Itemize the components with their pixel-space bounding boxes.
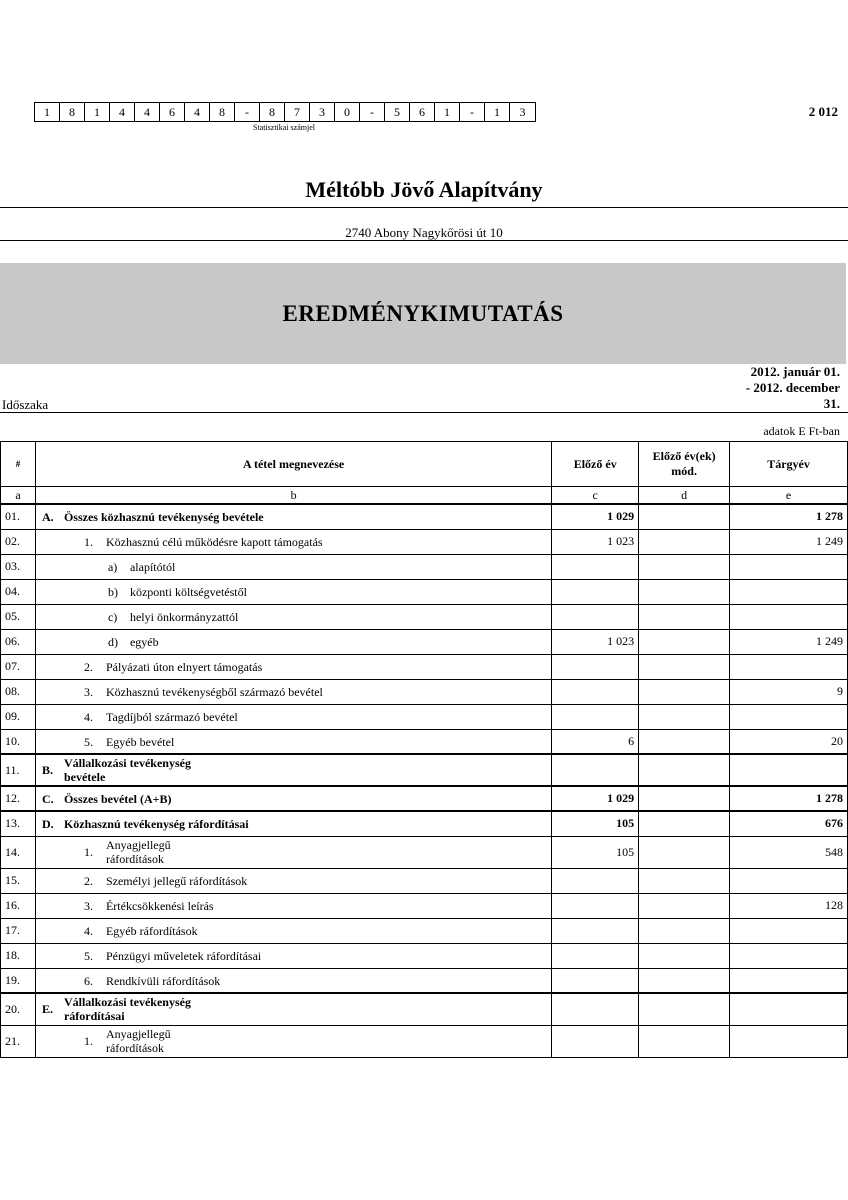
header-item-name: A tétel megnevezése	[35, 442, 551, 487]
row-number: 19.	[1, 968, 36, 993]
row-marker: 3.	[83, 685, 93, 700]
table-row	[1, 554, 848, 579]
row-label-cell	[35, 968, 551, 993]
previous-year-mod-value	[639, 943, 730, 968]
previous-year-mod-value	[639, 811, 730, 836]
row-marker: 5.	[83, 949, 93, 964]
stat-digit-box: 7	[285, 103, 310, 121]
row-label-cell	[35, 786, 551, 811]
organization-address: 2740 Abony Nagykőrösi út 10	[345, 225, 503, 240]
stat-digit-box: 6	[410, 103, 435, 121]
previous-year-value	[552, 868, 639, 893]
table-row	[1, 918, 848, 943]
letter-cell: b	[35, 487, 551, 505]
table-row	[1, 529, 848, 554]
table-row	[1, 868, 848, 893]
current-year-value: 20	[730, 729, 848, 754]
row-label-cell	[35, 943, 551, 968]
row-label: Pénzügyi műveletek ráfordításai	[105, 949, 262, 964]
previous-year-mod-value	[639, 704, 730, 729]
row-label-cell	[35, 993, 551, 1025]
current-year-value: 548	[730, 836, 848, 868]
row-label: Összes bevétel (A+B)	[63, 792, 172, 807]
row-label: Rendkívüli ráfordítások	[105, 973, 221, 988]
stat-digit-box: -	[360, 103, 385, 121]
row-number: 09.	[1, 704, 36, 729]
row-marker: C.	[41, 792, 54, 807]
row-marker: D.	[41, 817, 54, 832]
row-label-cell	[35, 629, 551, 654]
letter-cell: c	[552, 487, 639, 505]
current-year-value: 676	[730, 811, 848, 836]
row-marker: E.	[41, 1002, 53, 1017]
row-marker: A.	[41, 510, 54, 525]
current-year-value: 1 249	[730, 629, 848, 654]
row-marker: 2.	[83, 660, 93, 675]
row-number: 13.	[1, 811, 36, 836]
current-year-value	[730, 1025, 848, 1057]
stat-digit-box: 4	[185, 103, 210, 121]
row-number: 10.	[1, 729, 36, 754]
previous-year-mod-value	[639, 1025, 730, 1057]
previous-year-mod-value	[639, 529, 730, 554]
current-year-value	[730, 918, 848, 943]
previous-year-mod-value	[639, 868, 730, 893]
current-year-value	[730, 993, 848, 1025]
previous-year-value	[552, 604, 639, 629]
current-year-value	[730, 868, 848, 893]
previous-year-value: 1 023	[552, 529, 639, 554]
previous-year-mod-value	[639, 993, 730, 1025]
header-current-year: Tárgyév	[730, 442, 848, 487]
row-marker: 1.	[83, 1034, 93, 1048]
table-letter-row	[1, 487, 848, 505]
row-label: Egyéb bevétel	[105, 734, 175, 749]
table-row	[1, 604, 848, 629]
row-number: 08.	[1, 679, 36, 704]
previous-year-mod-value	[639, 629, 730, 654]
previous-year-mod-value	[639, 679, 730, 704]
row-marker: 1.	[83, 845, 93, 859]
row-label-cell	[35, 868, 551, 893]
row-number: 15.	[1, 868, 36, 893]
current-year-value	[730, 554, 848, 579]
row-label: Összes közhasznú tevékenység bevétele	[63, 510, 264, 525]
row-marker: 5.	[83, 734, 93, 749]
table-row	[1, 943, 848, 968]
previous-year-value: 1 029	[552, 504, 639, 529]
row-marker: 3.	[83, 899, 93, 914]
row-label-cell	[35, 579, 551, 604]
stat-digit-box: 3	[310, 103, 335, 121]
row-number: 12.	[1, 786, 36, 811]
title-band	[0, 263, 846, 364]
table-row	[1, 811, 848, 836]
row-number: 21.	[1, 1025, 36, 1057]
row-number: 07.	[1, 654, 36, 679]
current-year-value: 1 278	[730, 504, 848, 529]
statistical-number-label: Statisztikai számjel	[253, 123, 315, 132]
statistical-number-boxes	[34, 102, 536, 122]
previous-year-mod-value	[639, 554, 730, 579]
stat-digit-box: 6	[160, 103, 185, 121]
row-marker: B.	[41, 763, 53, 777]
previous-year-value	[552, 554, 639, 579]
row-number: 01.	[1, 504, 36, 529]
row-label: Közhasznú tevékenység ráfordításai	[63, 817, 249, 832]
previous-year-value	[552, 1025, 639, 1057]
period-line: - 2012. december	[745, 380, 840, 395]
stat-digit-box: 3	[519, 104, 526, 119]
row-marker: 6.	[83, 973, 93, 988]
stat-digit-box: 8	[210, 103, 235, 121]
row-label-cell	[35, 529, 551, 554]
current-year-value	[730, 654, 848, 679]
previous-year-value	[552, 893, 639, 918]
previous-year-mod-value	[639, 968, 730, 993]
previous-year-value: 6	[552, 729, 639, 754]
stat-digit-box: 1	[35, 103, 60, 121]
previous-year-mod-value	[639, 893, 730, 918]
period-range	[746, 364, 840, 412]
letter-cell: e	[730, 487, 848, 505]
previous-year-mod-value	[639, 579, 730, 604]
row-label: Tagdíjból származó bevétel	[105, 710, 238, 725]
row-label: Közhasznú célú működésre kapott támogatás	[105, 535, 323, 550]
row-label: központi költségvetéstől	[129, 585, 247, 600]
row-number: 20.	[1, 993, 36, 1025]
table-row	[1, 836, 848, 868]
row-label: Közhasznú tevékenységből származó bevétel	[105, 685, 323, 700]
row-number: 05.	[1, 604, 36, 629]
divider	[0, 412, 848, 413]
period-line: 31.	[823, 396, 840, 411]
row-label-cell	[35, 704, 551, 729]
current-year-value: 128	[730, 893, 848, 918]
header-previous-year: Előző év	[552, 442, 639, 487]
row-marker: 4.	[83, 710, 93, 725]
row-marker: c)	[107, 610, 118, 625]
previous-year-value	[552, 993, 639, 1025]
report-year: 2 012	[808, 104, 838, 119]
row-label: egyéb	[129, 635, 159, 650]
previous-year-value: 1 023	[552, 629, 639, 654]
row-marker: 1.	[83, 535, 93, 550]
stat-digit-box: 5	[385, 103, 410, 121]
stat-digit-box: 8	[60, 103, 85, 121]
table-row	[1, 704, 848, 729]
current-year-value	[730, 704, 848, 729]
row-label-cell	[35, 1025, 551, 1057]
row-label-cell	[35, 811, 551, 836]
letter-cell: d	[639, 487, 730, 505]
stat-digit-box: -	[235, 103, 260, 121]
row-number: 04.	[1, 579, 36, 604]
row-label-cell	[35, 893, 551, 918]
stat-digit-box: 4	[110, 103, 135, 121]
previous-year-mod-value	[639, 786, 730, 811]
organization-name: Méltóbb Jövő Alapítvány	[305, 177, 543, 202]
divider	[0, 240, 848, 241]
previous-year-mod-value	[639, 754, 730, 786]
previous-year-mod-value	[639, 504, 730, 529]
row-label: Értékcsökkenési leírás	[105, 899, 214, 914]
row-label: Személyi jellegű ráfordítások	[105, 874, 248, 889]
previous-year-value	[552, 654, 639, 679]
row-label-cell	[35, 504, 551, 529]
table-row	[1, 629, 848, 654]
stat-digit-box: 8	[260, 103, 285, 121]
row-marker: d)	[107, 635, 118, 650]
row-marker: 4.	[83, 924, 93, 939]
current-year-value	[730, 968, 848, 993]
current-year-value	[730, 754, 848, 786]
previous-year-mod-value	[639, 729, 730, 754]
previous-year-value	[552, 968, 639, 993]
stat-digit-box: 4	[135, 103, 160, 121]
stat-digit-box: -	[460, 103, 485, 121]
previous-year-mod-value	[639, 604, 730, 629]
row-label-cell	[35, 729, 551, 754]
period-line: 2012. január 01.	[750, 364, 840, 379]
row-label: alapítótól	[129, 560, 176, 575]
table-row	[1, 893, 848, 918]
table-row	[1, 654, 848, 679]
row-number: 11.	[1, 754, 36, 786]
current-year-value: 9	[730, 679, 848, 704]
table-header-row	[1, 442, 848, 487]
row-label-cell	[35, 679, 551, 704]
table-row	[1, 579, 848, 604]
row-label: Vállalkozási tevékenység ráfordításai	[63, 995, 191, 1024]
stat-digit-box: 1	[435, 103, 460, 121]
header-previous-year-mod: Előző év(ek) mód.	[639, 442, 730, 487]
table-row	[1, 729, 848, 754]
period-label: Időszaka	[2, 397, 49, 412]
header-index: #	[1, 442, 36, 487]
stat-digit-box: 0	[335, 103, 360, 121]
previous-year-value	[552, 579, 639, 604]
previous-year-mod-value	[639, 918, 730, 943]
unit-note: adatok E Ft-ban	[763, 424, 840, 438]
table-row	[1, 1025, 848, 1057]
row-number: 16.	[1, 893, 36, 918]
table-row	[1, 786, 848, 811]
row-marker: a)	[107, 560, 118, 575]
previous-year-value	[552, 679, 639, 704]
table-row	[1, 968, 848, 993]
row-number: 14.	[1, 836, 36, 868]
row-number: 17.	[1, 918, 36, 943]
row-number: 03.	[1, 554, 36, 579]
row-label: Egyéb ráfordítások	[105, 924, 198, 939]
row-label: Vállalkozási tevékenység bevétele	[63, 756, 191, 784]
document-title: EREDMÉNYKIMUTATÁS	[282, 300, 564, 326]
table-row	[1, 504, 848, 529]
row-label-cell	[35, 654, 551, 679]
row-label: Anyagjellegű ráfordítások	[105, 838, 171, 866]
current-year-value: 1 278	[730, 786, 848, 811]
row-label-cell	[35, 918, 551, 943]
divider	[0, 207, 848, 208]
table-row	[1, 679, 848, 704]
previous-year-value	[552, 943, 639, 968]
previous-year-value: 105	[552, 836, 639, 868]
previous-year-value	[552, 754, 639, 786]
row-label-cell	[35, 554, 551, 579]
previous-year-value: 105	[552, 811, 639, 836]
row-label-cell	[35, 754, 551, 786]
row-number: 18.	[1, 943, 36, 968]
row-label: Pályázati úton elnyert támogatás	[105, 660, 263, 675]
income-statement-table	[0, 441, 848, 1058]
current-year-value	[730, 604, 848, 629]
row-label-cell	[35, 836, 551, 868]
row-marker: 2.	[83, 874, 93, 889]
row-marker: b)	[107, 585, 118, 600]
previous-year-value: 1 029	[552, 786, 639, 811]
previous-year-mod-value	[639, 654, 730, 679]
stat-digit-box: 1	[85, 103, 110, 121]
table-row	[1, 993, 848, 1025]
previous-year-value	[552, 918, 639, 943]
row-label-cell	[35, 604, 551, 629]
row-number: 06.	[1, 629, 36, 654]
current-year-value	[730, 579, 848, 604]
current-year-value	[730, 943, 848, 968]
row-number: 02.	[1, 529, 36, 554]
letter-cell: a	[1, 487, 36, 505]
row-label: Anyagjellegű ráfordítások	[105, 1027, 171, 1055]
previous-year-value	[552, 704, 639, 729]
table-row	[1, 754, 848, 786]
previous-year-mod-value	[639, 836, 730, 868]
row-label: helyi önkormányzattól	[129, 610, 239, 625]
current-year-value: 1 249	[730, 529, 848, 554]
stat-digit-box: 1	[485, 103, 510, 121]
